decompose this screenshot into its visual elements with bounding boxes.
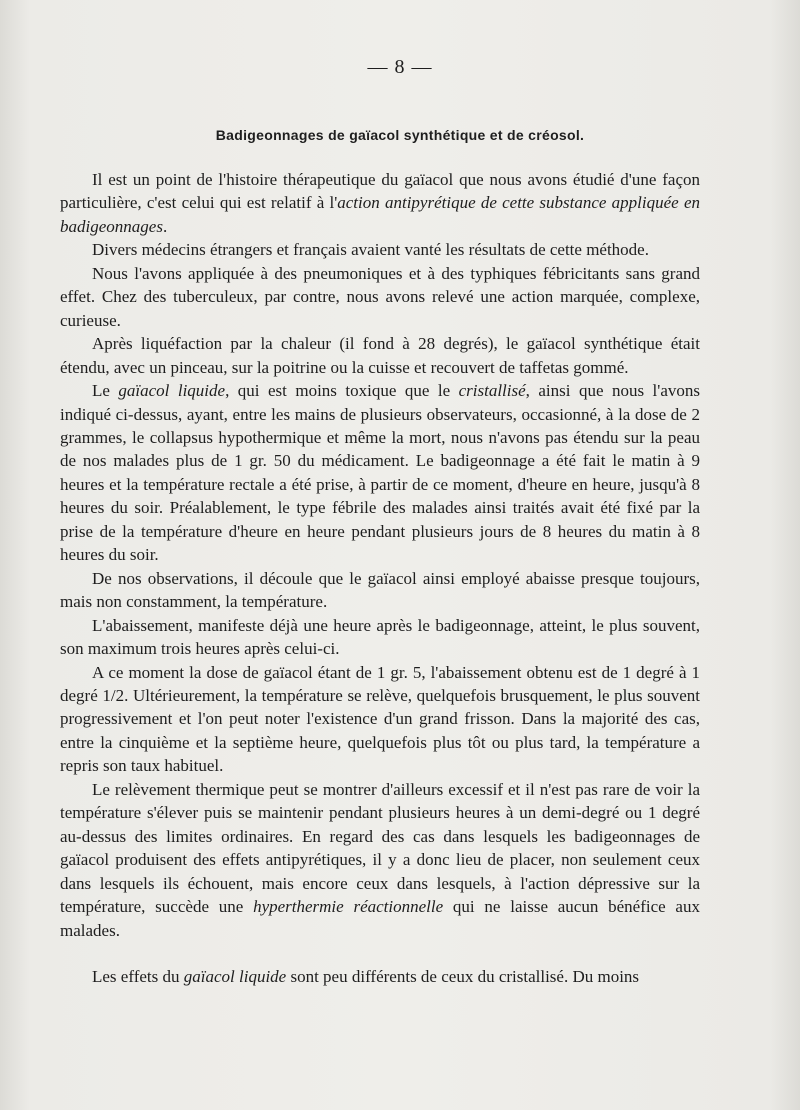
text-run: Il est un point de l'histoire thérapeutique du gaïacol que nous avons étudié d'une façon particulière, c'est celui qui est relatif à l' bbox=[60, 170, 700, 213]
text-run: , ainsi que nous l'avons indiqué ci-dessus, ayant, entre les mains de plusieurs observateurs, occasionné, à la dose de 2 grammes, le collapsus hypothermique et même la mort, nous n'avons pas étendu sur la peau de nos malades plus de 1 gr. 50 du médicament. Le badigeonnage a été fait le matin à 9 heures et la température rectale a été prise, à partir de ce moment, d'heure en heure, jusqu'à 8 heures du soir. Préalablement, le type fébrile des malades ainsi traités avait été fixé par la prise de la température d'heure en heure pendant plusieurs jours de 8 heures du matin à 8 heures du soir. bbox=[60, 381, 700, 565]
text-run: qui ne laisse aucun bénéfice aux malades. bbox=[60, 897, 700, 940]
text-run: Les effets du bbox=[92, 966, 184, 986]
italic-run: cristallisé bbox=[458, 381, 526, 401]
paragraph-8: A ce moment la dose de gaïacol étant de 1 gr. 5, l'abaissement obtenu est de 1 degré à 1 degré 1/2. Ultérieurement, la température se relève, quelquefois brusquement, le plus souvent progressivement et l'on peut noter l'existence d'un grand frisson. Dans la majorité des cas, entre la cinquième et la septième heure, quelquefois plus tôt ou plus tard, la température a repris son taux habituel. bbox=[60, 662, 700, 776]
text-run: , qui est moins toxique que le bbox=[225, 381, 459, 401]
text-run: sont peu différents de ceux du cristallisé. Du moins bbox=[286, 966, 640, 986]
paragraph-7: L'abaissement, manifeste déjà une heure après le badigeonnage, atteint, le plus souvent, son maximum trois heures après celui-ci. bbox=[60, 615, 700, 659]
text-run: Le bbox=[92, 381, 119, 401]
paragraph-5 bbox=[60, 379, 700, 567]
paragraph-1 bbox=[60, 168, 700, 238]
paragraph-9 bbox=[60, 778, 700, 942]
paragraph-4: Après liquéfaction par la chaleur (il fond à 28 degrés), le gaïacol synthétique était étendu, avec un pinceau, sur la poitrine ou la cuisse et recouvert de taffetas gommé. bbox=[60, 334, 700, 377]
italic-run: gaïacol liquide bbox=[118, 381, 226, 401]
paragraph-3: Nous l'avons appliquée à des pneumoniques et à des typhiques fébricitants sans grand effet. Chez des tuberculeux, par contre, nous avons relevé une action marquée, complexe, curieuse. bbox=[60, 263, 700, 330]
page-number: — 8 — bbox=[367, 56, 433, 78]
paragraph-2: Divers médecins étrangers et français avaient vanté les résultats de cette méthode. bbox=[92, 240, 649, 260]
text-run: Le relèvement thermique peut se montrer d'ailleurs excessif et il n'est pas rare de voir la température s'élever puis se maintenir pendant plusieurs heures à un demi-degré ou 1 degré au-dessus des limites ordinaires. En regard des cas dans lesquels les badigeonnages de gaïacol produisent des effets antipyrétiques, il y a donc lieu de placer, non seulement ceux dans lesquels ils échouent, mais encore ceux dans lesquels, à l'action dépressive sur la température, succède une bbox=[60, 779, 700, 917]
paragraph-10 bbox=[60, 965, 700, 988]
italic-run: hyperthermie réactionnelle bbox=[253, 897, 444, 917]
italic-run: action antipyrétique de cette substance appliquée en badigeonnages bbox=[60, 193, 700, 236]
text-run: . bbox=[162, 216, 168, 236]
body-text bbox=[60, 168, 700, 988]
paragraph-6: De nos observations, il découle que le gaïacol ainsi employé abaisse presque toujours, mais non constamment, la température. bbox=[60, 568, 700, 612]
italic-run: gaïacol liquide bbox=[183, 966, 287, 986]
section-title: Badigeonnages de gaïacol synthétique et de créosol. bbox=[215, 127, 585, 143]
